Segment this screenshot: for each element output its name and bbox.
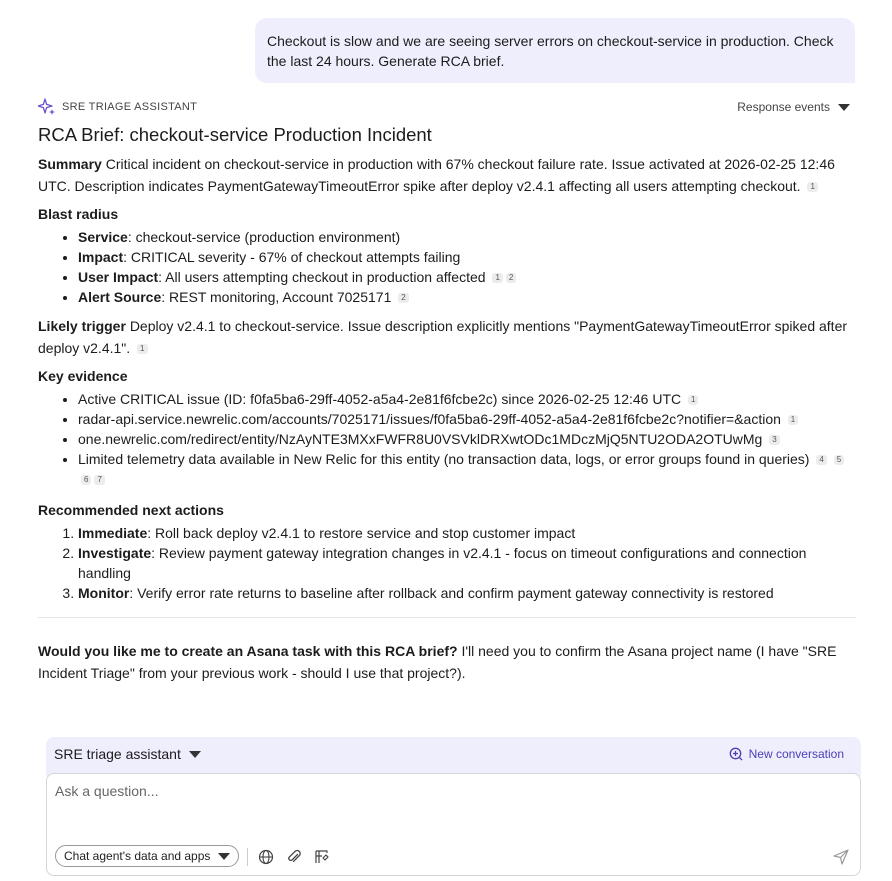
- agent-header: [38, 98, 197, 116]
- data-scope-dropdown[interactable]: [55, 845, 239, 867]
- list-item: [78, 267, 856, 287]
- list-item: [78, 389, 856, 409]
- summary-paragraph: [38, 153, 856, 197]
- trigger-label: Likely trigger: [38, 318, 126, 334]
- new-conversation-button[interactable]: [729, 747, 844, 761]
- question-input[interactable]: Ask a question...: [55, 783, 159, 799]
- item-text: : All users attempting checkout in production affected: [158, 269, 486, 285]
- user-message-bubble: [255, 18, 855, 83]
- trigger-paragraph: [38, 315, 856, 359]
- agent-name: SRE TRIAGE ASSISTANT: [62, 101, 198, 113]
- prompt-template-icon[interactable]: [313, 848, 331, 866]
- composer: [46, 773, 861, 876]
- item-label: Impact: [78, 249, 124, 265]
- list-item: [78, 449, 856, 489]
- list-item: [78, 287, 856, 307]
- citation-badge[interactable]: 1: [492, 273, 502, 283]
- citation-badge[interactable]: 1: [137, 344, 147, 354]
- item-label: Immediate: [78, 525, 148, 541]
- key-evidence-list: [38, 389, 856, 489]
- new-conversation-label: New conversation: [748, 747, 844, 761]
- chevron-down-icon: [218, 853, 230, 860]
- list-item: [78, 227, 856, 247]
- summary-label: Summary: [38, 156, 102, 172]
- brief-title: RCA Brief: checkout-service Production Incident: [38, 124, 432, 145]
- new-chat-icon: [729, 747, 743, 761]
- agent-response: [38, 123, 856, 684]
- next-actions-list: [38, 523, 856, 603]
- citation-badge[interactable]: 6: [81, 475, 91, 485]
- list-item: [78, 583, 856, 603]
- divider: [38, 617, 856, 618]
- item-text: : CRITICAL severity - 67% of checkout attempts failing: [123, 249, 461, 265]
- blast-radius-heading: Blast radius: [38, 206, 119, 222]
- item-text: : Review payment gateway integration changes in v2.4.1 - focus on timeout configurations and connection handling: [78, 545, 807, 581]
- citation-badge[interactable]: 1: [807, 182, 817, 192]
- citation-badge[interactable]: 1: [688, 395, 698, 405]
- item-text: : Roll back deploy v2.4.1 to restore service and stop customer impact: [147, 525, 576, 541]
- list-item: [78, 429, 856, 449]
- citation-badge[interactable]: 1: [788, 415, 798, 425]
- paperclip-icon[interactable]: [285, 848, 303, 866]
- followup-question: Would you like me to create an Asana task with this RCA brief?: [38, 643, 458, 659]
- citation-badge[interactable]: 7: [94, 475, 104, 485]
- chevron-down-icon: [838, 104, 850, 111]
- next-actions-heading: Recommended next actions: [38, 502, 224, 518]
- citation-badge[interactable]: 4: [816, 455, 826, 465]
- divider: [247, 848, 248, 866]
- response-events-label: Response events: [737, 100, 830, 114]
- item-text: : Verify error rate returns to baseline after rollback and confirm payment gateway connectivity is restored: [129, 585, 774, 601]
- assistant-selector-label: SRE triage assistant: [54, 746, 181, 762]
- key-evidence-heading: Key evidence: [38, 368, 128, 384]
- item-text: radar-api.service.newrelic.com/accounts/7025171/issues/f0fa5ba6-29ff-4052-a5a4-2e81f6fcbe2c?notifier=&action: [78, 411, 781, 427]
- item-label: Investigate: [78, 545, 152, 561]
- item-label: User Impact: [78, 269, 159, 285]
- blast-radius-list: [38, 227, 856, 307]
- citation-badge[interactable]: 3: [769, 435, 779, 445]
- list-item: [78, 409, 856, 429]
- item-label: Service: [78, 229, 128, 245]
- list-item: [78, 543, 856, 583]
- trigger-text: Deploy v2.4.1 to checkout-service. Issue description explicitly mentions "PaymentGatewayTimeoutError spiked after deploy v2.4.1".: [38, 318, 848, 356]
- response-events-toggle[interactable]: [737, 100, 850, 114]
- followup-paragraph: [38, 640, 856, 684]
- list-item: [78, 523, 856, 543]
- citation-badge[interactable]: 2: [506, 273, 516, 283]
- chevron-down-icon: [189, 751, 201, 758]
- globe-icon[interactable]: [257, 848, 275, 866]
- item-text: : REST monitoring, Account 7025171: [161, 289, 392, 305]
- item-label: Monitor: [78, 585, 130, 601]
- item-text: Limited telemetry data available in New Relic for this entity (no transaction data, logs, or error groups found in queries): [78, 451, 810, 467]
- summary-text: Critical incident on checkout-service in production with 67% checkout failure rate. Issue activated at 2026-02-25 12:46 UTC. Description indicates PaymentGatewayTimeoutError spike after deploy v2.4.1 affecting all users attempting checkout.: [38, 156, 835, 194]
- citation-badge[interactable]: 2: [398, 293, 408, 303]
- send-icon[interactable]: [832, 848, 850, 866]
- sparkle-icon: [38, 98, 56, 116]
- data-scope-label: Chat agent's data and apps: [64, 849, 211, 863]
- item-text: : checkout-service (production environment): [127, 229, 401, 245]
- followup-text: I'll need you to confirm the Asana project name (I have "SRE Incident Triage" from your previous work - should I use that project?).: [38, 643, 837, 681]
- list-item: [78, 247, 856, 267]
- assistant-selector[interactable]: [54, 746, 201, 762]
- item-text: one.newrelic.com/redirect/entity/NzAyNTE3MXxFWFR8U0VSVklDRXwtODc1MDczMjQ5NTU2ODA2OTUwMg: [78, 431, 763, 447]
- user-message-text: Checkout is slow and we are seeing server errors on checkout-service in production. Check the last 24 hours. Generate RCA brief.: [267, 33, 834, 69]
- item-label: Alert Source: [78, 289, 162, 305]
- item-text: Active CRITICAL issue (ID: f0fa5ba6-29ff-4052-a5a4-2e81f6fcbe2c) since 2026-02-25 12:46 UTC: [78, 391, 682, 407]
- citation-badge[interactable]: 5: [834, 455, 844, 465]
